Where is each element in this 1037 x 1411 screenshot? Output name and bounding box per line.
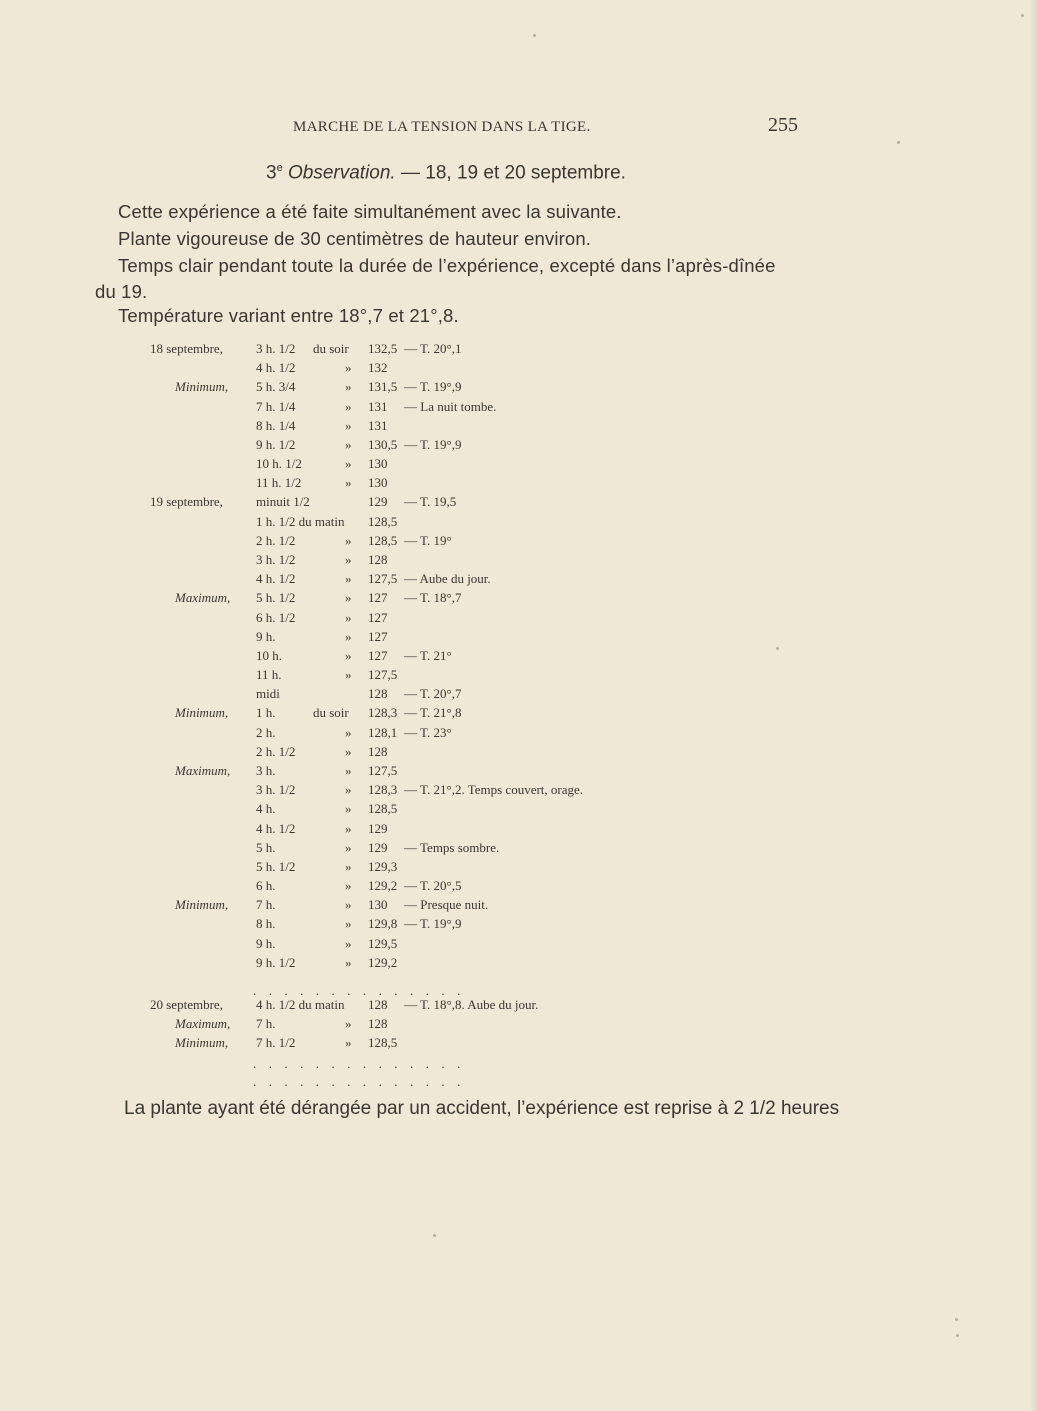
- row-label: Minimum,: [175, 705, 229, 721]
- row-ditto: »: [345, 724, 352, 740]
- row-note: — T. 18°,8. Aube du jour.: [404, 997, 539, 1012]
- row-note: — T. 20°,7: [404, 686, 462, 702]
- row-time: 4 h. 1/2 du matin: [256, 997, 345, 1012]
- paper-speck: [897, 141, 900, 144]
- row-time: 11 h.: [256, 667, 282, 683]
- row-ditto: »: [345, 398, 352, 414]
- row-value: 129: [368, 839, 388, 855]
- row-ditto: »: [345, 379, 352, 395]
- row-value: 127,5: [368, 667, 398, 683]
- row-note: — Aube du jour.: [404, 571, 491, 587]
- row-time: 9 h.: [256, 628, 276, 644]
- paragraph-line: du 19.: [95, 281, 148, 302]
- paper-speck: [776, 647, 779, 650]
- row-time: 1 h.: [256, 705, 276, 721]
- row-time: 10 h.: [256, 647, 282, 663]
- row-label: Minimum,: [175, 897, 229, 913]
- running-header: MARCHE DE LA TENSION DANS LA TIGE.: [293, 119, 591, 135]
- row-time: 2 h. 1/2: [256, 743, 296, 759]
- row-value: 128: [368, 686, 388, 702]
- row-ditto: »: [345, 820, 352, 836]
- row-time: 7 h.: [256, 1016, 276, 1031]
- row-note: — T. 23°: [404, 724, 452, 740]
- ellipsis-row: . . . . . . . . . . . . . .: [253, 1056, 465, 1071]
- row-note: — T. 19°,9: [404, 916, 462, 932]
- row-ditto: »: [345, 801, 352, 817]
- row-date: 20 septembre,: [150, 997, 223, 1012]
- row-ditto: »: [345, 551, 352, 567]
- row-ditto: »: [345, 475, 352, 491]
- row-time: 3 h.: [256, 762, 276, 778]
- row-label: Maximum,: [175, 1016, 231, 1031]
- row-value: 132: [368, 360, 388, 376]
- row-note: — T. 18°,7: [404, 590, 462, 606]
- row-ditto: »: [345, 417, 352, 433]
- row-time: 8 h. 1/4: [256, 417, 296, 433]
- row-value: 128,3: [368, 782, 398, 798]
- row-note: — T. 19,5: [404, 494, 457, 510]
- row-time: 5 h. 1/2: [256, 858, 296, 874]
- row-note: — T. 21°: [404, 647, 452, 663]
- row-label: Minimum,: [175, 379, 229, 395]
- observation-dates: — 18, 19 et 20 septembre.: [395, 162, 626, 184]
- page-number: 255: [768, 114, 798, 136]
- row-value: 128,3: [368, 705, 398, 721]
- row-time: minuit 1/2: [256, 494, 310, 510]
- row-value: 131: [368, 417, 388, 433]
- row-value: 131,5: [368, 379, 398, 395]
- row-date: 19 septembre,: [150, 494, 223, 510]
- row-ditto: »: [345, 609, 352, 625]
- row-ditto: »: [345, 590, 352, 606]
- row-time: 8 h.: [256, 916, 276, 932]
- row-ditto: »: [345, 897, 352, 913]
- row-value: 130: [368, 456, 388, 472]
- page-edge-shadow: [1030, 0, 1037, 1411]
- row-ditto: »: [345, 436, 352, 452]
- row-time: 2 h. 1/2: [256, 532, 296, 548]
- row-value: 128,5: [368, 1035, 398, 1050]
- row-value: 129,3: [368, 858, 398, 874]
- row-value: 127,5: [368, 762, 398, 778]
- observation-label: Observation.: [287, 162, 396, 184]
- row-time: 5 h. 1/2: [256, 590, 296, 606]
- row-note: — Presque nuit.: [404, 897, 489, 913]
- row-value: 128: [368, 743, 388, 759]
- row-note: — T. 20°,5: [404, 878, 462, 894]
- row-note: — T. 19°,9: [404, 436, 462, 452]
- row-note: — La nuit tombe.: [404, 398, 497, 414]
- row-label: Maximum,: [175, 590, 231, 606]
- row-ditto: »: [345, 935, 352, 951]
- row-note: — T. 21°,8: [404, 705, 462, 721]
- row-ditto: »: [345, 743, 352, 759]
- row-note: — T. 19°: [404, 532, 452, 548]
- row-time: 7 h. 1/4: [256, 398, 296, 414]
- row-value: 127: [368, 647, 388, 663]
- ellipsis-row: . . . . . . . . . . . . . .: [253, 1074, 465, 1089]
- row-time: 3 h. 1/2: [256, 551, 296, 567]
- row-time: 9 h.: [256, 935, 276, 951]
- row-ditto: »: [345, 1016, 352, 1031]
- row-note: — T. 19°,9: [404, 379, 462, 395]
- row-value: 129,5: [368, 935, 398, 951]
- observation-superscript: e: [276, 162, 283, 174]
- row-value: 130: [368, 897, 388, 913]
- row-time: 2 h.: [256, 724, 276, 740]
- row-ditto: »: [345, 839, 352, 855]
- row-ditto: »: [345, 762, 352, 778]
- paragraph-line: Cette expérience a été faite simultanément avec la suivante.: [118, 201, 622, 222]
- row-time: 4 h. 1/2: [256, 571, 296, 587]
- row-ditto: »: [345, 667, 352, 683]
- row-note: — T. 21°,2. Temps couvert, orage.: [404, 782, 584, 798]
- row-time: midi: [256, 686, 280, 702]
- row-value: 128,5: [368, 801, 398, 817]
- row-time: 3 h. 1/2: [256, 341, 296, 356]
- row-time: 6 h. 1/2: [256, 609, 296, 625]
- row-value: 127: [368, 590, 388, 606]
- observation-number: 3: [266, 162, 277, 184]
- row-ditto: »: [345, 571, 352, 587]
- row-value: 129,2: [368, 878, 398, 894]
- row-value: 128: [368, 551, 388, 567]
- row-ditto: »: [345, 532, 352, 548]
- row-value: 129: [368, 494, 388, 510]
- row-value: 128,5: [368, 532, 398, 548]
- row-note: — Temps sombre.: [404, 839, 500, 855]
- row-date: 18 septembre,: [150, 341, 223, 356]
- paragraph-line: Température variant entre 18°,7 et 21°,8.: [118, 305, 459, 326]
- row-value: 127: [368, 609, 388, 625]
- row-time: 9 h. 1/2: [256, 436, 296, 452]
- row-value: 131: [368, 398, 388, 414]
- row-time: 10 h. 1/2: [256, 456, 302, 472]
- row-ditto: »: [345, 647, 352, 663]
- row-ditto: »: [345, 878, 352, 894]
- row-time: 6 h.: [256, 878, 276, 894]
- row-time: 5 h.: [256, 839, 276, 855]
- row-time: 1 h. 1/2 du matin: [256, 513, 345, 529]
- observation-heading: [266, 162, 626, 184]
- closing-paragraph: La plante ayant été dérangée par un accident, l’expérience est reprise à 2 1/2 heures: [124, 1098, 840, 1119]
- row-value: 132,5: [368, 341, 398, 356]
- row-value: 128: [368, 997, 388, 1012]
- row-time: 7 h.: [256, 897, 276, 913]
- row-time: 4 h. 1/2: [256, 820, 296, 836]
- row-note: — T. 20°,1: [404, 341, 462, 356]
- row-time: 7 h. 1/2: [256, 1035, 296, 1050]
- row-ditto: »: [345, 456, 352, 472]
- row-value: 127,5: [368, 571, 398, 587]
- row-value: 128: [368, 1016, 388, 1031]
- paper-speck: [956, 1334, 959, 1337]
- row-label: Minimum,: [175, 1035, 229, 1050]
- row-value: 128,5: [368, 513, 398, 529]
- row-value: 130,5: [368, 436, 398, 452]
- row-time: 4 h. 1/2: [256, 360, 296, 376]
- row-time: 3 h. 1/2: [256, 782, 296, 798]
- row-label: Maximum,: [175, 762, 231, 778]
- row-ditto: »: [345, 916, 352, 932]
- row-value: 127: [368, 628, 388, 644]
- row-ditto: du soir: [313, 341, 349, 356]
- row-ditto: »: [345, 1035, 352, 1050]
- paragraph-line: Temps clair pendant toute la durée de l’expérience, excepté dans l’après-dînée: [118, 255, 776, 276]
- ellipsis-row: . . . . . . . . . . . . . .: [253, 983, 465, 998]
- row-time: 11 h. 1/2: [256, 475, 302, 491]
- row-time: 4 h.: [256, 801, 276, 817]
- row-value: 129: [368, 820, 388, 836]
- paper-speck: [533, 34, 536, 37]
- paper-speck: [433, 1234, 436, 1237]
- row-time: 5 h. 3/4: [256, 379, 296, 395]
- row-value: 128,1: [368, 724, 398, 740]
- row-ditto: »: [345, 858, 352, 874]
- paragraph-line: Plante vigoureuse de 30 centimètres de hauteur environ.: [118, 228, 592, 249]
- row-value: 129,8: [368, 916, 398, 932]
- row-ditto: »: [345, 628, 352, 644]
- paper-speck: [1021, 14, 1024, 17]
- row-time: 9 h. 1/2: [256, 954, 296, 970]
- row-ditto: »: [345, 782, 352, 798]
- row-value: 129,2: [368, 954, 398, 970]
- row-ditto: du soir: [313, 705, 349, 721]
- row-ditto: »: [345, 360, 352, 376]
- row-value: 130: [368, 475, 388, 491]
- row-ditto: »: [345, 954, 352, 970]
- paper-speck: [955, 1318, 958, 1321]
